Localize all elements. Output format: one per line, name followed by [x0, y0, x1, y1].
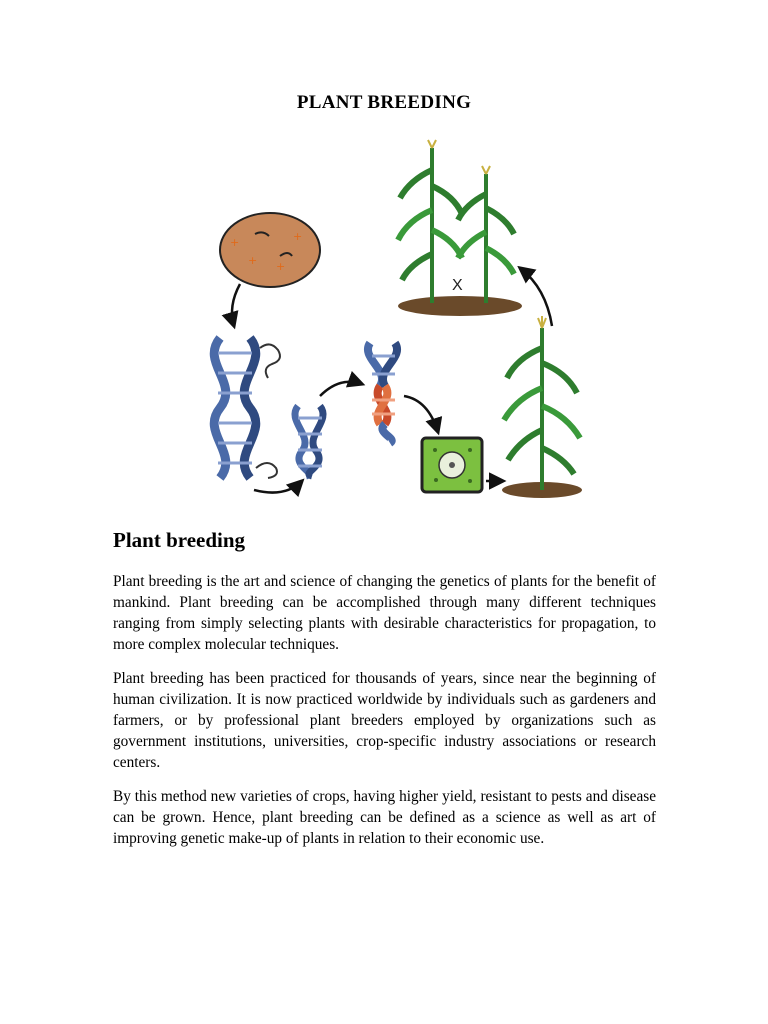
cross-mark: X — [452, 277, 463, 294]
body-text — [113, 571, 656, 862]
svg-text:+: + — [276, 260, 286, 273]
cell-icon — [422, 438, 482, 492]
seed-icon — [220, 213, 320, 287]
arrow-icon — [254, 481, 302, 493]
dna-icon — [214, 338, 280, 478]
arrow-icon — [320, 382, 362, 396]
svg-text:+: + — [230, 236, 240, 249]
arrow-icon — [404, 396, 438, 432]
dna-icon — [295, 406, 323, 476]
document-title: PLANT BREEDING — [296, 92, 472, 113]
paragraph-3: By this method new varieties of crops, having higher yield, resistant to pests and disease can be grown. Hence, plant breeding can be defined as a science as well as art of improving genetic make-up of plants in relation to their economic use. — [113, 788, 656, 847]
svg-text:+: + — [293, 230, 303, 243]
section-heading: Plant breeding — [113, 528, 246, 552]
plant-breeding-figure — [190, 138, 590, 508]
corn-plant-icon — [502, 316, 582, 498]
arrow-icon — [232, 284, 240, 326]
paragraph-2: Plant breeding has been practiced for thousands of years, since near the beginning of human civilization. It is now practiced worldwide by individuals such as gardeners and farmers, or by professional plant breeders employed by organizations such as government institutions, universities, crop-specific industry associations or research centers. — [113, 670, 656, 771]
arrow-icon — [520, 268, 552, 326]
svg-text:+: + — [248, 254, 258, 267]
paragraph-1: Plant breeding is the art and science of changing the genetics of plants for the benefit of mankind. Plant breeding can be accomplished through many different techniques ranging from simply selecting plants with desirable characteristics for propagation, to more complex molecular techniques. — [113, 573, 656, 653]
dna-icon — [368, 343, 397, 443]
